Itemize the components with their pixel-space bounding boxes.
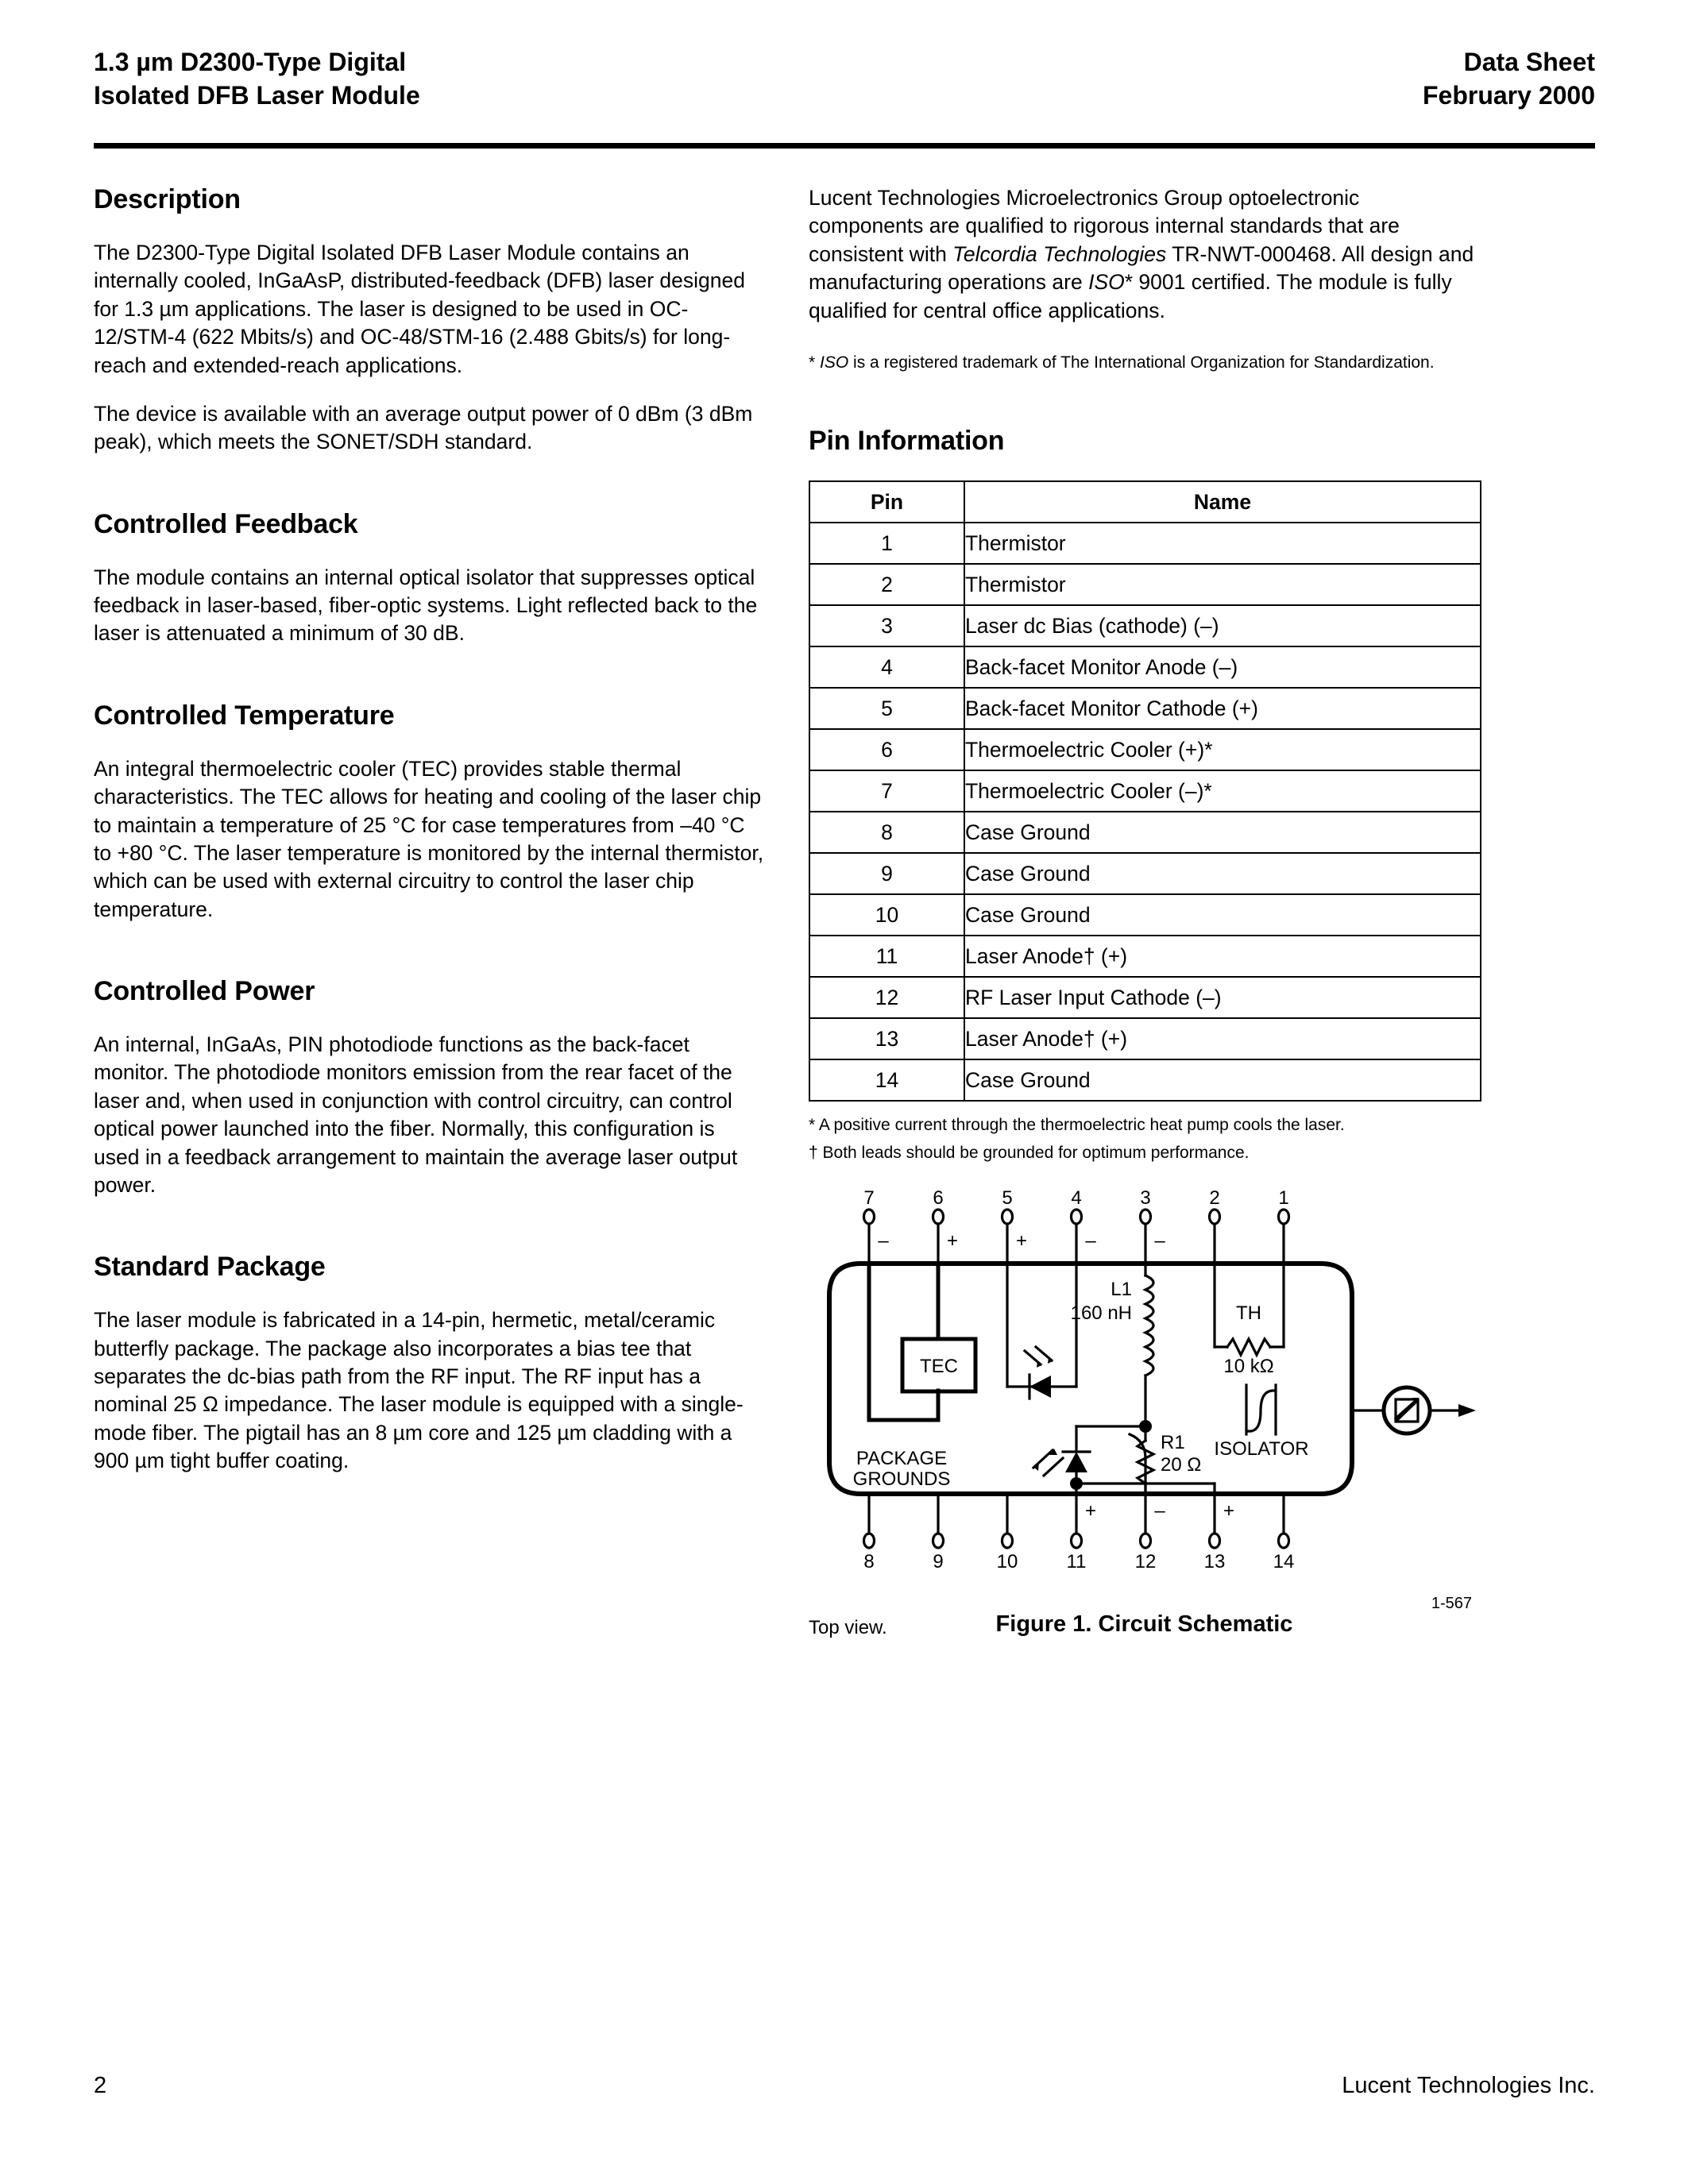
bottom-pin-label: 9 [933,1550,944,1572]
left-column [94,184,765,1476]
top-pin-label: 6 [933,1187,944,1209]
table-row [809,646,1481,688]
qual-text-a: Lucent Technologies Microelectronics Group optoelectronic components are qualified to rigorous internal standards that are consistent with [809,186,1400,266]
cell-pin: 12 [809,977,964,1018]
cell-pin: 3 [809,605,964,646]
document-title [94,46,420,112]
bottom-pin-label: 10 [996,1550,1018,1572]
bottom-pin-polarity: – [1154,1499,1165,1522]
bottom-pin-polarity: + [1223,1499,1235,1522]
cell-pin: 11 [809,936,964,977]
figure-caption: Figure 1. Circuit Schematic [995,1611,1293,1637]
cell-name: Thermoelectric Cooler (–)* [964,770,1481,812]
controlled-feedback-paragraph: The module contains an internal optical isolator that suppresses optical feedback in laser-based, fiber-optic systems. Light reflected back to the laser is attenuated a minimum of 30 dB. [94,565,758,646]
right-column [809,184,1480,1638]
l1-value-label: 160 nH [1070,1302,1132,1324]
bottom-pin-label: 11 [1066,1550,1087,1572]
bottom-pin-label: 8 [863,1550,875,1572]
cell-name: Laser Anode† (+) [964,936,1481,977]
heading-pin-information: Pin Information [809,426,1005,457]
bottom-pin-label: 14 [1273,1550,1295,1572]
table-row [809,729,1481,770]
cell-pin: 9 [809,853,964,894]
heading-description: Description [94,184,241,214]
fiber-symbol-inner [1396,1398,1419,1422]
lucent-qualification-paragraph [809,184,1480,325]
package-grounds-label-line1: PACKAGE [856,1447,948,1469]
column-header-name: Name [964,481,1481,523]
document-type: Data Sheet [1463,48,1595,76]
top-view-note: Top view. [809,1616,887,1638]
table-footnote-dagger: † Both leads should be grounded for optimum performance. [809,1144,1250,1163]
heading-standard-package: Standard Package [94,1252,326,1283]
bottom-pin-label: 12 [1134,1550,1157,1572]
table-row [809,1018,1481,1059]
inductor-l1 [1145,1264,1153,1426]
top-pin-polarity: + [1015,1229,1028,1252]
top-pin-pads [864,1210,1289,1224]
cell-name: Thermoelectric Cooler (+)* [964,729,1481,770]
circuit-schematic-figure [809,1188,1480,1638]
pin-information-table [809,480,1481,1102]
cell-name: Back-facet Monitor Cathode (+) [964,688,1481,729]
iso-footnote-marker: * [809,353,816,372]
cell-pin: 14 [809,1059,964,1101]
cell-pin: 10 [809,894,964,936]
document-meta [1423,46,1595,112]
cell-pin: 13 [809,1018,964,1059]
cell-pin: 6 [809,729,964,770]
page-footer [94,2073,1595,2099]
table-row [809,936,1481,977]
controlled-power-paragraph: An internal, InGaAs, PIN photodiode functions as the back-facet monitor. The photodiode monitors emission from the rear facet of the laser and, when used in conjunction with control circuitry, can control optical power launched into the fiber. Normally, this configuration is used in a feedback arrangement to maintain the average laser output power. [94,1032,738,1197]
header-divider [94,143,1595,149]
r1-value-label: 20 Ω [1161,1453,1202,1476]
bottom-pin-polarity: + [1084,1499,1097,1522]
table-row [809,523,1481,564]
circuit-schematic-svg [809,1188,1480,1585]
top-pin-label: 2 [1209,1187,1220,1209]
column-header-pin: Pin [809,481,964,523]
iso-footnote-italic: ISO [820,353,849,372]
top-pin-label: 4 [1071,1187,1082,1209]
pin-table-body [809,523,1481,1101]
top-pin-polarity: – [1154,1229,1165,1252]
qual-telcordia-italic: Telcordia Technologies [952,241,1167,266]
bottom-pin-pads [864,1534,1289,1548]
table-footnote-star: * A positive current through the thermoelectric heat pump cools the laser. [809,1116,1345,1135]
cell-name: Laser Anode† (+) [964,1018,1481,1059]
cell-pin: 8 [809,812,964,853]
cell-pin: 4 [809,646,964,688]
cell-name: Laser dc Bias (cathode) (–) [964,605,1481,646]
cell-pin: 5 [809,688,964,729]
standard-package-paragraph: The laser module is fabricated in a 14-pin, hermetic, metal/ceramic butterfly package. The package also incorporates a bias tee that separates the dc-bias path from the RF input. The RF input has a nominal 25 Ω impedance. The laser module is equipped with a single-mode fiber. The pigtail has an 8 µm core and 125 µm cladding with a 900 µm tight buffer coating. [94,1308,744,1473]
document-title-line1: 1.3 µm D2300-Type Digital [94,48,407,76]
cell-name: Thermistor [964,523,1481,564]
figure-code: 1-567 [1431,1594,1472,1612]
top-pin-label: 5 [1002,1187,1013,1209]
heading-controlled-feedback: Controlled Feedback [94,508,358,539]
table-row [809,688,1481,729]
backfacet-photodiode-top [1007,1264,1076,1399]
cell-name: Case Ground [964,1059,1481,1101]
qual-iso-italic: ISO [1088,270,1125,295]
cell-name: Back-facet Monitor Anode (–) [964,646,1481,688]
top-pin-label: 7 [863,1187,875,1209]
top-pin-polarity: – [1085,1229,1096,1252]
table-header-row [809,481,1481,523]
document-date: February 2000 [1422,80,1595,110]
table-row [809,770,1481,812]
bottom-pin-label: 13 [1203,1550,1226,1572]
cell-name: Thermistor [964,564,1481,605]
top-pin-polarity: + [946,1229,959,1252]
r1-name-label: R1 [1161,1431,1185,1453]
cell-name: RF Laser Input Cathode (–) [964,977,1481,1018]
bottom-pin-leads [869,1494,1284,1538]
top-pin-polarity: – [878,1229,889,1252]
heading-controlled-power: Controlled Power [94,976,315,1006]
table-row [809,812,1481,853]
iso-footnote-text: is a registered trademark of The International Organization for Standardization. [848,353,1435,372]
table-row [809,564,1481,605]
table-row [809,1059,1481,1101]
cell-name: Case Ground [964,853,1481,894]
fiber-output-arrow [1458,1404,1476,1417]
page-header [94,46,1595,112]
document-title-line2: Isolated DFB Laser Module [94,80,420,110]
figure-labels [853,1188,1309,1572]
table-row [809,977,1481,1018]
th-name-label: TH [1236,1302,1261,1324]
top-pin-label: 3 [1140,1187,1151,1209]
package-grounds-label-line2: GROUNDS [852,1468,951,1490]
isolator-symbol [1246,1385,1276,1434]
l1-name-label: L1 [1111,1278,1132,1300]
isolator-label: ISOLATOR [1214,1437,1309,1460]
heading-controlled-temperature: Controlled Temperature [94,700,395,731]
table-row [809,894,1481,936]
description-paragraph-2: The device is available with an average output power of 0 dBm (3 dBm peak), which meets the SONET/SDH standard. [94,401,753,454]
tec-label: TEC [920,1355,958,1377]
table-row [809,605,1481,646]
cell-pin: 7 [809,770,964,812]
controlled-temperature-paragraph: An integral thermoelectric cooler (TEC) provides stable thermal characteristics. The TEC allows for heating and cooling of the laser chip to maintain a temperature of 25 °C for case temperatures from –40 °C to +80 °C. The laser temperature is monitored by the internal thermistor, which can be used with external circuitry to control the laser chip temperature. [94,756,764,921]
cell-pin: 2 [809,564,964,605]
description-paragraph-1: The D2300-Type Digital Isolated DFB Laser Module contains an internally cooled, InGaAsP, distributed-feedback (DFB) laser designed for 1.3 µm applications. The laser is designed to be used in OC-12/STM-4 (622 Mbits/s) and OC-48/STM-16 (2.488 Gbits/s) for long-reach and extended-reach applications. [94,241,745,377]
cell-name: Case Ground [964,894,1481,936]
qual-text-c: * 9001 certified. The module is fully qualified for central office applications. [809,270,1452,322]
top-pin-leads [869,1220,1284,1264]
th-value-label: 10 kΩ [1223,1355,1274,1377]
qual-text-b: TR-NWT-000468. All design and manufacturing operations are [809,241,1474,295]
table-row [809,853,1481,894]
page-number: 2 [94,2073,107,2098]
cell-name: Case Ground [964,812,1481,853]
iso-trademark-footnote [809,352,1480,373]
cell-pin: 1 [809,523,964,564]
laser-emission-arrows [1033,1449,1063,1476]
company-name: Lucent Technologies Inc. [1342,2073,1595,2098]
top-pin-label: 1 [1278,1187,1289,1209]
